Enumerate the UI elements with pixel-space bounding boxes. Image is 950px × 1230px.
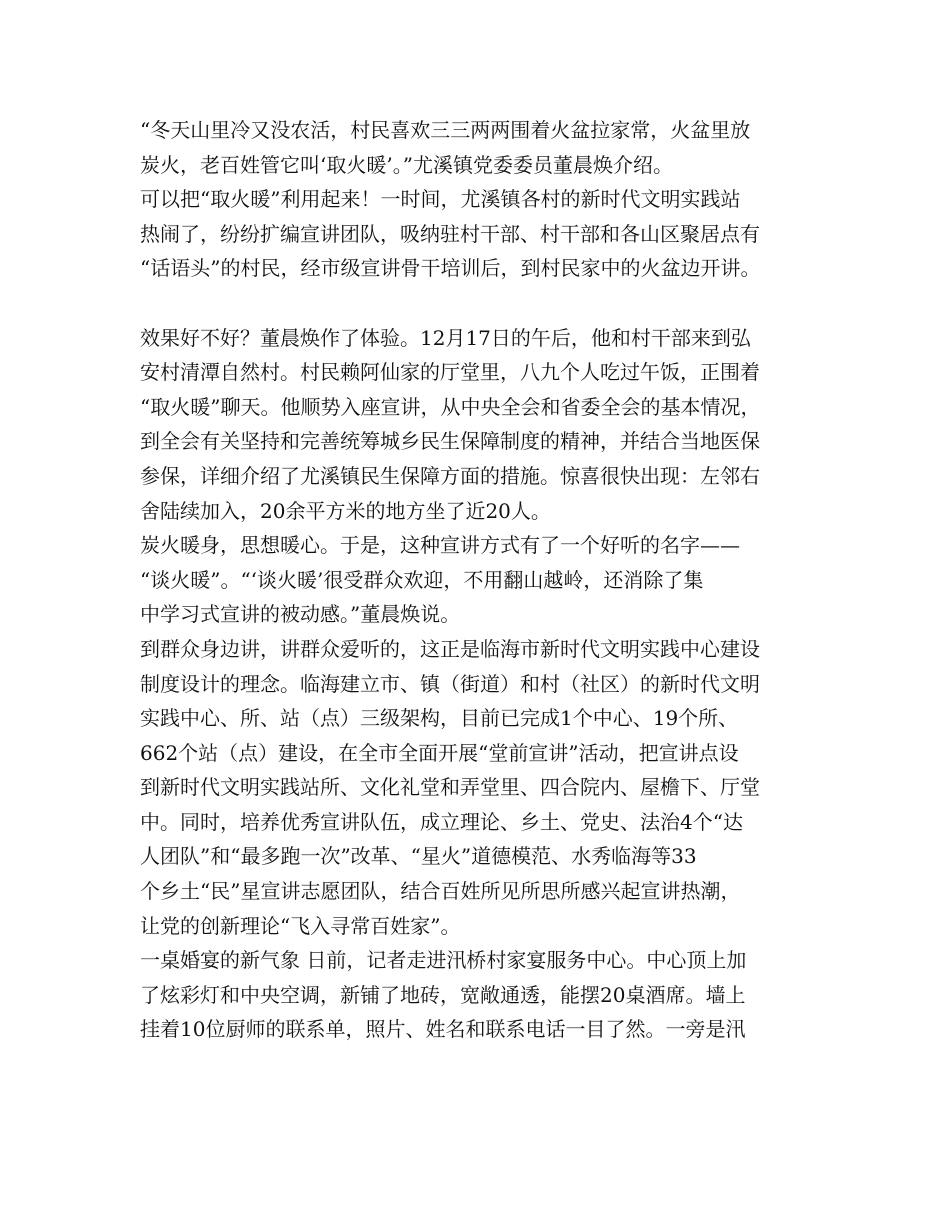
- article-body: [140, 113, 830, 1047]
- paragraph-4: 炭火暖身，思想暖心。于是，这种宣讲方式有了一个好听的名字—— “谈火暖”。“‘谈火暖’很受群众欢迎，不用翻山越岭，还消除了集 中学习式宣讲的被动感。”董晨焕说。: [140, 533, 740, 627]
- paragraph-2: 可以把“取火暖”利用起来！一时间，尤溪镇各村的新时代文明实践站 热闹了，纷纷扩编宣讲团队，吸纳驻村干部、村干部和各山区聚居点有 “话语头”的村民，经市级宣讲骨干培训后，到村民家中的火盆边开讲。: [140, 187, 761, 281]
- paragraph-5: 到群众身边讲，讲群众爱听的，这正是临海市新时代文明实践中心建设 制度设计的理念。临海建立市、镇（街道）和村（社区）的新时代文明 实践中心、所、站（点）三级架构，目前已完成1个中心、19个所、 662个站（点）建设，在全市全面开展“堂前宣讲”活动，把宣讲点设 到新时代文明实践站所、文化礼堂和弄堂里、四合院内、屋檐下、厅堂 中。同时，培养优秀宣讲队伍，成立理论、乡土、党史、法治4个“达 人团队”和“最多跑一次”改革、“星火”道德模范、水秀临海等33 个乡土“民”星宣讲志愿团队，结合百姓所见所思所感兴起宣讲热潮， 让党的创新理论“飞入寻常百姓家”。: [140, 636, 760, 938]
- paragraph-3: 效果好不好？董晨焕作了体验。12月17日的午后，他和村干部来到弘 安村清潭自然村。村民赖阿仙家的厅堂里，八九个人吃过午饭，正围着 “取火暖”聊天。他顺势入座宣讲，从中央全会和省委全会的基本情况， 到全会有关坚持和完善统筹城乡民生保障制度的精神，并结合当地医保 参保，详细介绍了尤溪镇民生保障方面的措施。惊喜很快出现：左邻右 舍陆续加入，20余平方米的地方坐了近20人。: [140, 325, 761, 523]
- paragraph-6: 一桌婚宴的新气象 日前，记者走进汛桥村家宴服务中心。中心顶上加 了炫彩灯和中央空调，新铺了地砖，宽敞通透，能摆20桌酒席。墙上 挂着10位厨师的联系单，照片、姓名和联系电话一目了然。一旁是汛: [140, 948, 747, 1042]
- paragraph-1: “冬天山里冷又没农活，村民喜欢三三两两围着火盆拉家常，火盆里放 炭火，老百姓管它叫‘取火暖’。”尤溪镇党委委员董晨焕介绍。: [140, 118, 751, 177]
